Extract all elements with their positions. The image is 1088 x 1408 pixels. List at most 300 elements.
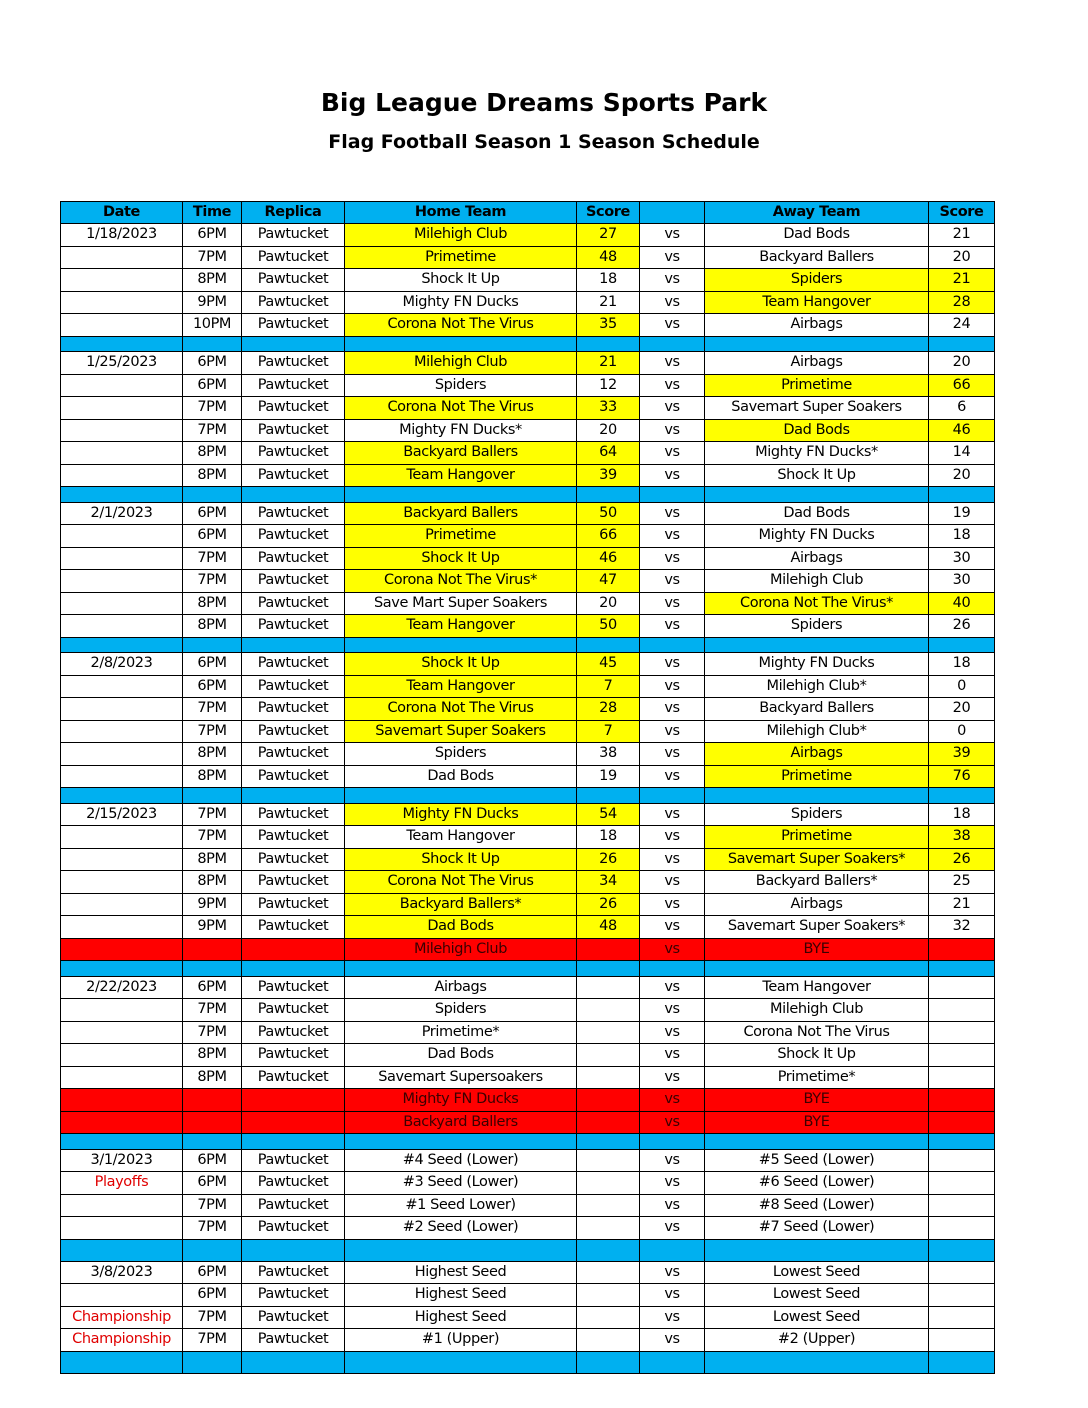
separator-cell — [929, 788, 995, 804]
cell-vs: vs — [640, 698, 705, 721]
cell-away-team: BYE — [705, 1111, 929, 1134]
cell-vs: vs — [640, 246, 705, 269]
table-row — [61, 743, 995, 766]
cell-time: 8PM — [183, 848, 242, 871]
cell-time: 8PM — [183, 1066, 242, 1089]
cell-away-team: BYE — [705, 938, 929, 961]
cell-away-score: 0 — [929, 720, 995, 743]
cell-replica: Pawtucket — [242, 1066, 345, 1089]
separator-cell — [705, 336, 929, 352]
cell-replica: Pawtucket — [242, 1217, 345, 1240]
table-row — [61, 269, 995, 292]
table-row — [61, 1284, 995, 1307]
separator-cell — [705, 487, 929, 503]
cell-home-team: Primetime — [345, 246, 577, 269]
cell-away-team: Milehigh Club — [705, 999, 929, 1022]
separator-cell — [242, 336, 345, 352]
table-row — [61, 1329, 995, 1352]
table-row — [61, 1306, 995, 1329]
separator-cell — [61, 1239, 183, 1261]
cell-home-score — [577, 1194, 640, 1217]
cell-away-team: Corona Not The Virus* — [705, 592, 929, 615]
cell-vs: vs — [640, 1021, 705, 1044]
cell-date — [61, 938, 183, 961]
cell-away-team: Milehigh Club* — [705, 675, 929, 698]
cell-time: 9PM — [183, 916, 242, 939]
cell-replica: Pawtucket — [242, 698, 345, 721]
cell-date — [61, 765, 183, 788]
cell-home-team: Dad Bods — [345, 916, 577, 939]
separator-cell — [242, 788, 345, 804]
cell-date — [61, 848, 183, 871]
separator-cell — [183, 487, 242, 503]
cell-away-team: Mighty FN Ducks — [705, 525, 929, 548]
separator-cell — [577, 1239, 640, 1261]
cell-date: Playoffs — [61, 1172, 183, 1195]
cell-replica: Pawtucket — [242, 314, 345, 337]
cell-time: 6PM — [183, 653, 242, 676]
separator-cell — [705, 1134, 929, 1150]
cell-vs: vs — [640, 314, 705, 337]
table-row — [61, 916, 995, 939]
col-header-replica: Replica — [242, 202, 345, 224]
cell-replica: Pawtucket — [242, 419, 345, 442]
cell-home-score — [577, 1329, 640, 1352]
cell-home-score: 28 — [577, 698, 640, 721]
cell-vs: vs — [640, 570, 705, 593]
cell-date: 2/1/2023 — [61, 502, 183, 525]
cell-time: 6PM — [183, 502, 242, 525]
cell-replica: Pawtucket — [242, 442, 345, 465]
cell-home-team: Corona Not The Virus — [345, 314, 577, 337]
header-row — [61, 202, 995, 224]
separator-cell — [640, 961, 705, 977]
cell-replica: Pawtucket — [242, 1261, 345, 1284]
table-row — [61, 224, 995, 247]
cell-replica: Pawtucket — [242, 1044, 345, 1067]
cell-vs: vs — [640, 976, 705, 999]
cell-vs: vs — [640, 848, 705, 871]
separator-cell — [242, 1351, 345, 1373]
cell-home-score — [577, 938, 640, 961]
cell-away-score — [929, 1217, 995, 1240]
cell-away-score: 21 — [929, 893, 995, 916]
cell-home-team: #4 Seed (Lower) — [345, 1149, 577, 1172]
cell-away-team: Dad Bods — [705, 502, 929, 525]
cell-time: 8PM — [183, 464, 242, 487]
cell-date — [61, 525, 183, 548]
table-row — [61, 246, 995, 269]
cell-home-score — [577, 1021, 640, 1044]
cell-date — [61, 999, 183, 1022]
cell-home-team: Shock It Up — [345, 547, 577, 570]
cell-away-team: #7 Seed (Lower) — [705, 1217, 929, 1240]
cell-home-team: Backyard Ballers — [345, 442, 577, 465]
cell-home-score — [577, 999, 640, 1022]
cell-away-score — [929, 1044, 995, 1067]
cell-home-score: 26 — [577, 893, 640, 916]
cell-away-score: 14 — [929, 442, 995, 465]
cell-date — [61, 1066, 183, 1089]
cell-vs: vs — [640, 464, 705, 487]
cell-time — [183, 1089, 242, 1112]
cell-date — [61, 720, 183, 743]
cell-time: 6PM — [183, 976, 242, 999]
cell-home-score: 50 — [577, 502, 640, 525]
cell-home-score: 46 — [577, 547, 640, 570]
cell-away-score: 20 — [929, 698, 995, 721]
separator-cell — [640, 637, 705, 653]
cell-away-score — [929, 1172, 995, 1195]
cell-home-score: 21 — [577, 352, 640, 375]
cell-replica: Pawtucket — [242, 1172, 345, 1195]
table-row — [61, 653, 995, 676]
cell-replica — [242, 938, 345, 961]
cell-home-score: 38 — [577, 743, 640, 766]
cell-replica: Pawtucket — [242, 976, 345, 999]
cell-time — [183, 1111, 242, 1134]
separator-cell — [61, 336, 183, 352]
cell-home-score — [577, 1044, 640, 1067]
cell-away-score — [929, 938, 995, 961]
cell-vs: vs — [640, 1261, 705, 1284]
cell-home-team: #2 Seed (Lower) — [345, 1217, 577, 1240]
cell-replica: Pawtucket — [242, 547, 345, 570]
cell-away-team: Team Hangover — [705, 291, 929, 314]
cell-vs: vs — [640, 525, 705, 548]
cell-home-score: 45 — [577, 653, 640, 676]
separator-row — [61, 961, 995, 977]
cell-time: 10PM — [183, 314, 242, 337]
separator-cell — [705, 1239, 929, 1261]
table-row — [61, 1021, 995, 1044]
cell-replica: Pawtucket — [242, 826, 345, 849]
cell-away-team: Shock It Up — [705, 1044, 929, 1067]
cell-time: 6PM — [183, 1172, 242, 1195]
cell-home-score: 20 — [577, 592, 640, 615]
cell-away-score — [929, 1089, 995, 1112]
separator-row — [61, 1134, 995, 1150]
cell-time: 8PM — [183, 269, 242, 292]
cell-replica: Pawtucket — [242, 464, 345, 487]
cell-away-score: 26 — [929, 848, 995, 871]
cell-away-score: 24 — [929, 314, 995, 337]
cell-vs: vs — [640, 653, 705, 676]
cell-away-score: 20 — [929, 464, 995, 487]
separator-cell — [61, 637, 183, 653]
cell-date — [61, 675, 183, 698]
cell-home-team: Spiders — [345, 999, 577, 1022]
table-row — [61, 352, 995, 375]
cell-home-score — [577, 1261, 640, 1284]
page-subtitle: Flag Football Season 1 Season Schedule — [328, 131, 760, 153]
cell-vs: vs — [640, 765, 705, 788]
cell-home-team: #3 Seed (Lower) — [345, 1172, 577, 1195]
table-row — [61, 397, 995, 420]
cell-time: 6PM — [183, 675, 242, 698]
cell-vs: vs — [640, 938, 705, 961]
cell-replica: Pawtucket — [242, 246, 345, 269]
cell-vs: vs — [640, 547, 705, 570]
cell-vs: vs — [640, 675, 705, 698]
cell-replica: Pawtucket — [242, 720, 345, 743]
cell-home-team: Backyard Ballers — [345, 502, 577, 525]
table-row — [61, 848, 995, 871]
cell-home-score — [577, 976, 640, 999]
separator-cell — [345, 336, 577, 352]
cell-away-team: Primetime — [705, 826, 929, 849]
table-row — [61, 1261, 995, 1284]
cell-vs: vs — [640, 803, 705, 826]
separator-cell — [183, 637, 242, 653]
cell-away-team: Shock It Up — [705, 464, 929, 487]
cell-time: 6PM — [183, 1284, 242, 1307]
cell-away-team: Milehigh Club — [705, 570, 929, 593]
cell-date — [61, 916, 183, 939]
cell-replica: Pawtucket — [242, 269, 345, 292]
cell-away-score — [929, 1261, 995, 1284]
cell-date — [61, 464, 183, 487]
table-row — [61, 525, 995, 548]
cell-away-team: Dad Bods — [705, 224, 929, 247]
cell-date — [61, 291, 183, 314]
separator-cell — [640, 788, 705, 804]
cell-home-team: Backyard Ballers — [345, 1111, 577, 1134]
cell-date — [61, 1111, 183, 1134]
cell-home-score: 7 — [577, 720, 640, 743]
cell-replica: Pawtucket — [242, 1194, 345, 1217]
cell-away-score: 32 — [929, 916, 995, 939]
cell-home-team: Highest Seed — [345, 1261, 577, 1284]
cell-home-score: 33 — [577, 397, 640, 420]
separator-cell — [577, 637, 640, 653]
cell-vs: vs — [640, 1284, 705, 1307]
cell-vs: vs — [640, 374, 705, 397]
cell-replica: Pawtucket — [242, 999, 345, 1022]
table-row — [61, 419, 995, 442]
cell-date — [61, 570, 183, 593]
table-row — [61, 999, 995, 1022]
cell-date: Championship — [61, 1329, 183, 1352]
cell-home-team: Spiders — [345, 374, 577, 397]
cell-home-score — [577, 1217, 640, 1240]
cell-time: 8PM — [183, 442, 242, 465]
separator-cell — [345, 1351, 577, 1373]
cell-away-team: Team Hangover — [705, 976, 929, 999]
separator-cell — [577, 961, 640, 977]
cell-home-score: 18 — [577, 269, 640, 292]
separator-cell — [640, 336, 705, 352]
cell-away-team: Backyard Ballers* — [705, 871, 929, 894]
cell-away-team: Spiders — [705, 803, 929, 826]
table-row — [61, 592, 995, 615]
cell-home-team: Shock It Up — [345, 269, 577, 292]
cell-date: 2/22/2023 — [61, 976, 183, 999]
cell-time: 8PM — [183, 615, 242, 638]
cell-home-team: #1 (Upper) — [345, 1329, 577, 1352]
cell-home-score: 27 — [577, 224, 640, 247]
cell-away-score: 0 — [929, 675, 995, 698]
separator-cell — [929, 1134, 995, 1150]
cell-away-score: 25 — [929, 871, 995, 894]
cell-home-team: Airbags — [345, 976, 577, 999]
cell-vs: vs — [640, 1089, 705, 1112]
cell-away-team: #8 Seed (Lower) — [705, 1194, 929, 1217]
cell-home-team: Dad Bods — [345, 1044, 577, 1067]
cell-time: 7PM — [183, 720, 242, 743]
cell-home-team: Backyard Ballers* — [345, 893, 577, 916]
cell-time: 7PM — [183, 397, 242, 420]
separator-cell — [705, 788, 929, 804]
cell-home-team: Team Hangover — [345, 675, 577, 698]
cell-vs: vs — [640, 352, 705, 375]
cell-home-team: Mighty FN Ducks — [345, 803, 577, 826]
table-row — [61, 314, 995, 337]
cell-replica: Pawtucket — [242, 1284, 345, 1307]
cell-date — [61, 269, 183, 292]
separator-cell — [242, 961, 345, 977]
table-row — [61, 720, 995, 743]
separator-cell — [183, 1351, 242, 1373]
cell-replica: Pawtucket — [242, 1021, 345, 1044]
cell-home-team: Shock It Up — [345, 653, 577, 676]
cell-date: 2/15/2023 — [61, 803, 183, 826]
cell-time: 7PM — [183, 1306, 242, 1329]
cell-date: 1/18/2023 — [61, 224, 183, 247]
cell-date: 2/8/2023 — [61, 653, 183, 676]
cell-time: 6PM — [183, 352, 242, 375]
cell-away-score: 40 — [929, 592, 995, 615]
cell-home-team: Team Hangover — [345, 826, 577, 849]
cell-home-team: Primetime — [345, 525, 577, 548]
cell-home-team: Mighty FN Ducks — [345, 291, 577, 314]
cell-replica: Pawtucket — [242, 743, 345, 766]
cell-away-score: 46 — [929, 419, 995, 442]
separator-cell — [183, 788, 242, 804]
cell-home-team: Dad Bods — [345, 765, 577, 788]
cell-home-team: Savemart Supersoakers — [345, 1066, 577, 1089]
cell-date — [61, 592, 183, 615]
table-row — [61, 374, 995, 397]
cell-vs: vs — [640, 419, 705, 442]
table-row — [61, 464, 995, 487]
cell-away-team: Dad Bods — [705, 419, 929, 442]
cell-time: 7PM — [183, 547, 242, 570]
table-row — [61, 803, 995, 826]
cell-date — [61, 826, 183, 849]
cell-time: 7PM — [183, 1329, 242, 1352]
col-header-away-team: Away Team — [705, 202, 929, 224]
cell-time: 6PM — [183, 224, 242, 247]
cell-away-score: 18 — [929, 525, 995, 548]
cell-away-score: 38 — [929, 826, 995, 849]
cell-vs: vs — [640, 720, 705, 743]
cell-vs: vs — [640, 1066, 705, 1089]
separator-cell — [345, 1239, 577, 1261]
cell-replica: Pawtucket — [242, 397, 345, 420]
separator-cell — [61, 1351, 183, 1373]
separator-cell — [640, 487, 705, 503]
separator-cell — [183, 1239, 242, 1261]
cell-date — [61, 743, 183, 766]
cell-away-team: Savemart Super Soakers* — [705, 848, 929, 871]
cell-home-score: 34 — [577, 871, 640, 894]
cell-away-team: Spiders — [705, 269, 929, 292]
cell-away-score — [929, 999, 995, 1022]
cell-home-team: Savemart Super Soakers — [345, 720, 577, 743]
cell-time: 9PM — [183, 291, 242, 314]
cell-away-score — [929, 1021, 995, 1044]
table-row — [61, 547, 995, 570]
cell-away-team: #6 Seed (Lower) — [705, 1172, 929, 1195]
cell-away-team: Airbags — [705, 743, 929, 766]
cell-home-score: 26 — [577, 848, 640, 871]
cell-date — [61, 419, 183, 442]
cell-vs: vs — [640, 893, 705, 916]
cell-away-score — [929, 1066, 995, 1089]
cell-home-team: Mighty FN Ducks — [345, 1089, 577, 1112]
cell-date — [61, 547, 183, 570]
cell-home-team: Highest Seed — [345, 1306, 577, 1329]
separator-cell — [242, 1239, 345, 1261]
cell-away-score — [929, 1306, 995, 1329]
cell-home-score — [577, 1284, 640, 1307]
page-title: Big League Dreams Sports Park — [320, 88, 768, 117]
separator-cell — [929, 487, 995, 503]
cell-home-score: 20 — [577, 419, 640, 442]
separator-cell — [183, 1134, 242, 1150]
cell-vs: vs — [640, 999, 705, 1022]
bye-row — [61, 1111, 995, 1134]
cell-vs: vs — [640, 1044, 705, 1067]
cell-vs: vs — [640, 291, 705, 314]
cell-vs: vs — [640, 1329, 705, 1352]
cell-date — [61, 1284, 183, 1307]
cell-vs: vs — [640, 502, 705, 525]
cell-replica: Pawtucket — [242, 525, 345, 548]
separator-cell — [640, 1134, 705, 1150]
cell-away-team: #2 (Upper) — [705, 1329, 929, 1352]
cell-home-score — [577, 1149, 640, 1172]
cell-away-score: 18 — [929, 653, 995, 676]
cell-vs: vs — [640, 592, 705, 615]
cell-time: 7PM — [183, 246, 242, 269]
separator-cell — [345, 637, 577, 653]
cell-replica: Pawtucket — [242, 592, 345, 615]
cell-home-score — [577, 1089, 640, 1112]
cell-away-team: Lowest Seed — [705, 1284, 929, 1307]
cell-away-score: 19 — [929, 502, 995, 525]
separator-cell — [577, 1134, 640, 1150]
cell-date — [61, 1044, 183, 1067]
cell-home-team: Corona Not The Virus — [345, 698, 577, 721]
cell-away-team: Lowest Seed — [705, 1261, 929, 1284]
table-row — [61, 871, 995, 894]
separator-row — [61, 1239, 995, 1261]
table-row — [61, 765, 995, 788]
cell-replica: Pawtucket — [242, 570, 345, 593]
table-row — [61, 976, 995, 999]
cell-home-score: 54 — [577, 803, 640, 826]
cell-away-score — [929, 1149, 995, 1172]
cell-away-team: Primetime — [705, 765, 929, 788]
cell-date — [61, 893, 183, 916]
cell-time: 7PM — [183, 803, 242, 826]
separator-cell — [705, 637, 929, 653]
cell-away-team: BYE — [705, 1089, 929, 1112]
cell-replica: Pawtucket — [242, 871, 345, 894]
bye-row — [61, 1089, 995, 1112]
